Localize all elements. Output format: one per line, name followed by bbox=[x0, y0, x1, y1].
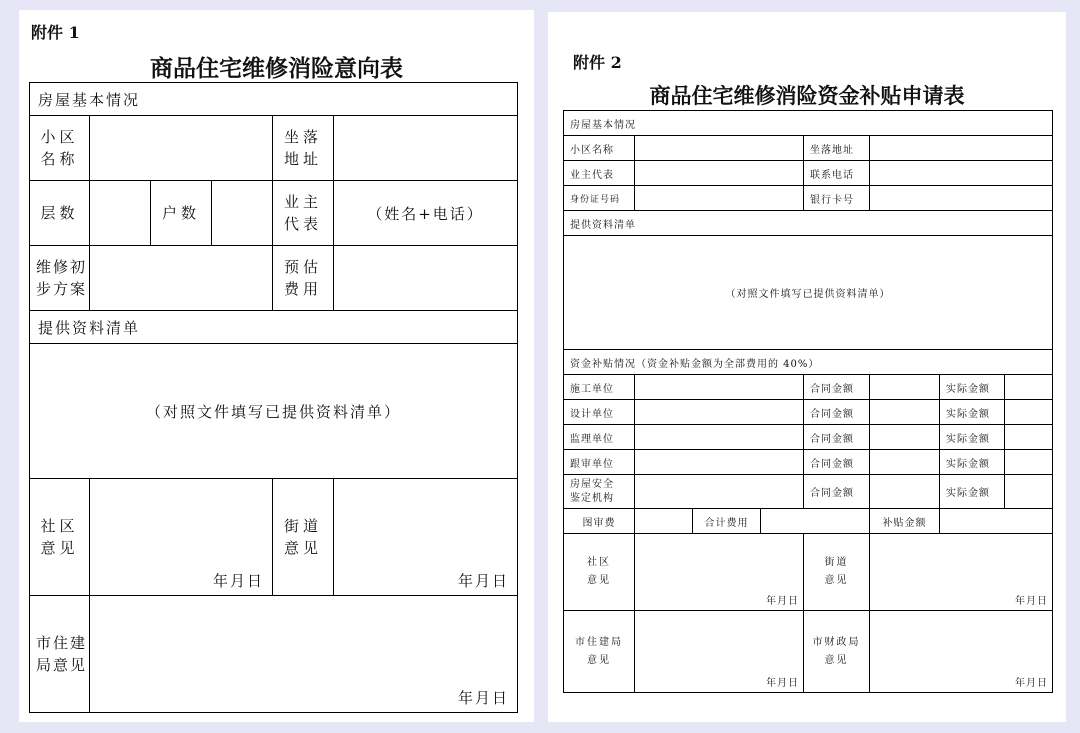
contract-amount-label: 合同金额 bbox=[804, 450, 870, 475]
contract-amount-field[interactable] bbox=[870, 475, 940, 509]
materials-field[interactable]: （对照文件填写已提供资料清单） bbox=[30, 344, 518, 479]
date-label: 年月日 bbox=[458, 572, 510, 590]
finance-bureau-opinion-label: 市财政局 意见 bbox=[804, 611, 870, 693]
section-materials: 提供资料清单 bbox=[564, 211, 1053, 236]
form-title: 商品住宅维修消险资金补贴申请表 bbox=[649, 83, 965, 108]
city-bureau-opinion-label: 市住建 局意见 bbox=[30, 596, 90, 713]
actual-amount-field[interactable] bbox=[1005, 475, 1053, 509]
finance-bureau-opinion-field[interactable] bbox=[870, 611, 1053, 693]
safety-unit-label: 房屋安全 鉴定机构 bbox=[564, 475, 635, 509]
date-label: 年月日 bbox=[212, 572, 264, 590]
contract-amount-field[interactable] bbox=[870, 400, 940, 425]
city-bureau-opinion-field[interactable] bbox=[635, 611, 804, 693]
form-sheet-2 bbox=[548, 12, 1066, 722]
section-house-info: 房屋基本情况 bbox=[30, 83, 518, 116]
total-cost-field[interactable] bbox=[761, 509, 870, 534]
contract-amount-field[interactable] bbox=[870, 375, 940, 400]
safety-unit-field[interactable] bbox=[635, 475, 804, 509]
street-opinion-label: 街道 意见 bbox=[804, 534, 870, 611]
subsidy-amount-field[interactable] bbox=[940, 509, 1053, 534]
estimated-cost-label: 预估 费用 bbox=[273, 246, 334, 311]
unit-label: 跟审单位 bbox=[564, 450, 635, 475]
form-sheet-1 bbox=[19, 10, 534, 722]
actual-amount-label: 实际金额 bbox=[940, 400, 1005, 425]
date-label: 年月日 bbox=[1015, 678, 1048, 689]
community-name-field[interactable] bbox=[90, 116, 273, 181]
unit-field[interactable] bbox=[635, 425, 804, 450]
community-opinion-field[interactable] bbox=[635, 534, 804, 611]
location-label: 坐落 地址 bbox=[273, 116, 334, 181]
community-opinion-label: 社区 意见 bbox=[564, 534, 635, 611]
actual-amount-label: 实际金额 bbox=[940, 450, 1005, 475]
review-fee-label: 图审费 bbox=[564, 509, 635, 534]
floors-field[interactable] bbox=[90, 181, 151, 246]
repair-plan-field[interactable] bbox=[90, 246, 273, 311]
contract-amount-label: 合同金额 bbox=[804, 475, 870, 509]
review-fee-field[interactable] bbox=[635, 509, 693, 534]
unit-field[interactable] bbox=[635, 450, 804, 475]
households-label: 户数 bbox=[151, 181, 212, 246]
owner-rep-field[interactable]: （姓名+电话） bbox=[334, 181, 518, 246]
contract-amount-label: 合同金额 bbox=[804, 425, 870, 450]
form-title: 商品住宅维修消险意向表 bbox=[150, 55, 403, 82]
actual-amount-label: 实际金额 bbox=[940, 475, 1005, 509]
annex-label: 附件 2 bbox=[573, 53, 622, 72]
section-materials: 提供资料清单 bbox=[30, 311, 518, 344]
owner-rep-label: 业主 代表 bbox=[273, 181, 334, 246]
city-bureau-opinion-field[interactable] bbox=[90, 596, 518, 713]
id-number-field[interactable] bbox=[635, 186, 804, 211]
estimated-cost-field[interactable] bbox=[334, 246, 518, 311]
location-label: 坐落地址 bbox=[804, 136, 870, 161]
unit-label: 监理单位 bbox=[564, 425, 635, 450]
contact-phone-field[interactable] bbox=[870, 161, 1053, 186]
unit-label: 施工单位 bbox=[564, 375, 635, 400]
actual-amount-field[interactable] bbox=[1005, 450, 1053, 475]
total-cost-label: 合计费用 bbox=[693, 509, 761, 534]
location-field[interactable] bbox=[334, 116, 518, 181]
contract-amount-label: 合同金额 bbox=[804, 400, 870, 425]
date-label: 年月日 bbox=[458, 689, 510, 707]
unit-field[interactable] bbox=[635, 400, 804, 425]
location-field[interactable] bbox=[870, 136, 1053, 161]
owner-rep-label: 业主代表 bbox=[564, 161, 635, 186]
community-name-label: 小区名称 bbox=[564, 136, 635, 161]
contract-amount-label: 合同金额 bbox=[804, 375, 870, 400]
households-field[interactable] bbox=[212, 181, 273, 246]
actual-amount-field[interactable] bbox=[1005, 425, 1053, 450]
subsidy-amount-label: 补贴金额 bbox=[870, 509, 940, 534]
community-name-field[interactable] bbox=[635, 136, 804, 161]
materials-field[interactable]: （对照文件填写已提供资料清单） bbox=[564, 236, 1053, 350]
repair-plan-label: 维修初 步方案 bbox=[30, 246, 90, 311]
id-number-label: 身份证号码 bbox=[564, 186, 635, 211]
annex-label: 附件 1 bbox=[31, 23, 80, 42]
intent-form-table bbox=[29, 82, 518, 713]
contact-phone-label: 联系电话 bbox=[804, 161, 870, 186]
community-opinion-field[interactable] bbox=[90, 479, 273, 596]
unit-field[interactable] bbox=[635, 375, 804, 400]
floors-label: 层数 bbox=[30, 181, 90, 246]
date-label: 年月日 bbox=[766, 596, 799, 607]
subsidy-form-table bbox=[563, 110, 1053, 693]
actual-amount-label: 实际金额 bbox=[940, 425, 1005, 450]
bank-card-field[interactable] bbox=[870, 186, 1053, 211]
owner-rep-field[interactable] bbox=[635, 161, 804, 186]
community-name-label: 小区 名称 bbox=[30, 116, 90, 181]
street-opinion-label: 街道 意见 bbox=[273, 479, 334, 596]
date-label: 年月日 bbox=[766, 678, 799, 689]
section-house-info: 房屋基本情况 bbox=[564, 111, 1053, 136]
contract-amount-field[interactable] bbox=[870, 425, 940, 450]
section-subsidy: 资金补贴情况（资金补贴金额为全部费用的 40%） bbox=[564, 350, 1053, 375]
actual-amount-field[interactable] bbox=[1005, 400, 1053, 425]
contract-amount-field[interactable] bbox=[870, 450, 940, 475]
actual-amount-label: 实际金额 bbox=[940, 375, 1005, 400]
actual-amount-field[interactable] bbox=[1005, 375, 1053, 400]
date-label: 年月日 bbox=[1015, 596, 1048, 607]
street-opinion-field[interactable] bbox=[870, 534, 1053, 611]
unit-label: 设计单位 bbox=[564, 400, 635, 425]
community-opinion-label: 社区 意见 bbox=[30, 479, 90, 596]
city-bureau-opinion-label: 市住建局 意见 bbox=[564, 611, 635, 693]
bank-card-label: 银行卡号 bbox=[804, 186, 870, 211]
street-opinion-field[interactable] bbox=[334, 479, 518, 596]
